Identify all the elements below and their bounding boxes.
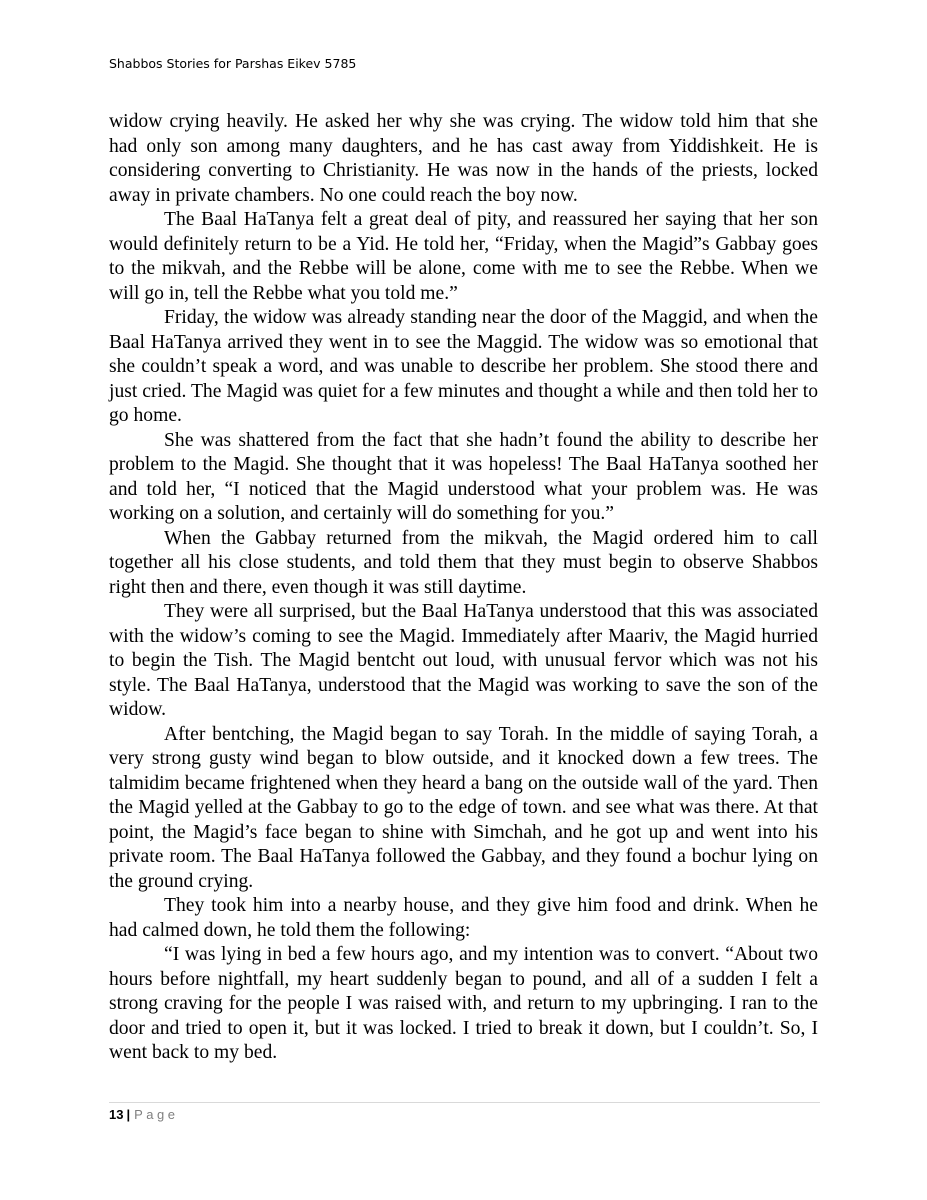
page-separator: |	[126, 1107, 131, 1122]
paragraph: They took him into a nearby house, and they give him food and drink. When he had calmed down, he told them the following:	[109, 895, 818, 941]
running-header: Shabbos Stories for Parshas Eikev 5785	[109, 56, 357, 71]
paragraph: They were all surprised, but the Baal HaTanya understood that this was associated with the widow’s coming to see the Magid. Immediately after Maariv, the Magid hurried to begin the Tish. The Magid bentcht out loud, with unusual fervor which was not his style. The Baal HaTanya, understood that the Magid was working to save the son of the widow.	[109, 601, 818, 720]
paragraph: When the Gabbay returned from the mikvah, the Magid ordered him to call together all his close students, and told them that they must begin to observe Shabbos right then and there, even though it was still daytime.	[109, 527, 818, 598]
paragraph: The Baal HaTanya felt a great deal of pity, and reassured her saying that her son would definitely return to be a Yid. He told her, “Friday, when the Magid”s Gabbay goes to the mikvah, and the Rebbe will be alone, come with me to see the Rebbe. When we will go in, tell the Rebbe what you told me.”	[109, 209, 818, 304]
footer-divider	[109, 1102, 820, 1103]
story-body	[109, 110, 818, 1066]
paragraph: widow crying heavily. He asked her why she was crying. The widow told him that she had only son among many daughters, and he has cast away from Yiddishkeit. He is considering converting to Christianity. He was now in the hands of the priests, locked away in private chambers. No one could reach the boy now.	[109, 111, 818, 206]
page-number: 13	[109, 1107, 124, 1122]
page-footer	[109, 1107, 178, 1122]
paragraph: Friday, the widow was already standing near the door of the Maggid, and when the Baal HaTanya arrived they went in to see the Maggid. The widow was so emotional that she couldn’t speak a word, and was unable to describe her problem. She stood there and just cried. The Magid was quiet for a few minutes and thought a while and then told her to go home.	[109, 307, 818, 426]
paragraph: After bentching, the Magid began to say Torah. In the middle of saying Torah, a very strong gusty wind began to blow outside, and it knocked down a few trees. The talmidim became frightened when they heard a bang on the outside wall of the yard. Then the Magid yelled at the Gabbay to go to the edge of town. and see what was there. At that point, the Magid’s face began to shine with Simchah, and he got up and went into his private room. The Baal HaTanya followed the Gabbay, and they found a bochur lying on the ground crying.	[109, 723, 818, 892]
paragraph: “I was lying in bed a few hours ago, and my intention was to convert. “About two hours before nightfall, my heart suddenly began to pound, and all of a sudden I felt a strong craving for the people I was raised with, and return to my upbringing. I ran to the door and tried to open it, but it was locked. I tried to break it down, but I couldn’t. So, I went back to my bed.	[109, 944, 818, 1063]
page-label: Page	[134, 1107, 179, 1122]
paragraph: She was shattered from the fact that she hadn’t found the ability to describe her problem to the Magid. She thought that it was hopeless! The Baal HaTanya soothed her and told her, “I noticed that the Magid understood what your problem was. He was working on a solution, and certainly will do something for you.”	[109, 429, 818, 524]
